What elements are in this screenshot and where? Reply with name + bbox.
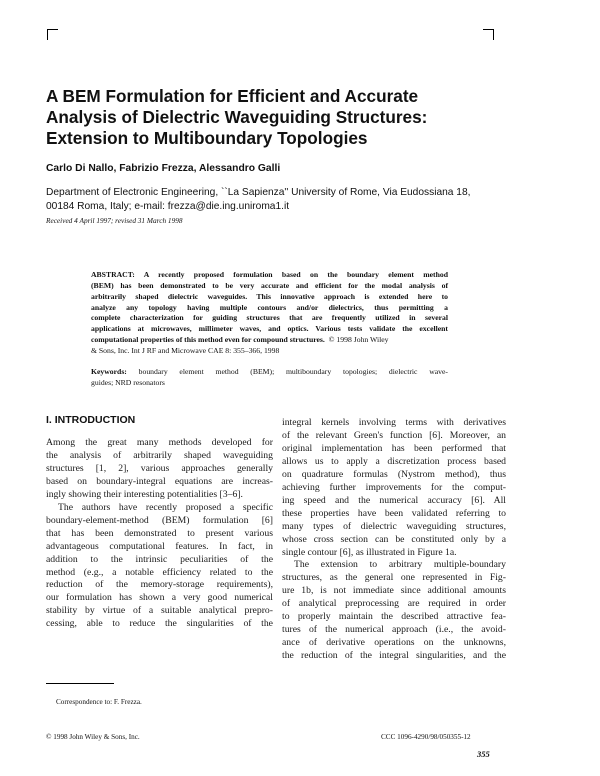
body-line: the analysis of arbitrarily shaped waveguiding	[46, 449, 273, 461]
paper-title	[46, 86, 466, 149]
keywords-line: guides; NRD resonators	[91, 378, 165, 387]
abstract	[91, 270, 448, 357]
section-heading: I. INTRODUCTION	[46, 414, 136, 426]
keywords-label: Keywords:	[91, 367, 127, 376]
keywords-text: boundary element method (BEM); multiboundary topologies; dielectric wave-	[138, 367, 448, 376]
body-line: Among the great many methods developed for	[46, 437, 273, 448]
body-line: integral kernels involving terms with derivatives	[282, 417, 506, 428]
body-line: The extension to arbitrary multiple-boundary	[294, 559, 506, 571]
body-line: original implementation has been performed that	[282, 442, 506, 454]
abstract-line: applications at microwaves, millimeter waves, and optics. Various tests validate the excellent	[91, 324, 448, 334]
abstract-line: ABSTRACT: A recently proposed formulation based on the boundary element method	[91, 270, 448, 279]
footer-ccc-code: CCC 1096-4290/98/050355-12	[381, 733, 471, 741]
body-line: boundary-element-method (BEM) formulation [6]	[46, 514, 273, 526]
right-column	[282, 417, 506, 663]
body-line: The authors have recently proposed a specific	[58, 501, 273, 513]
body-line: structures, as the general one represented in Fig-	[282, 572, 506, 584]
body-line: stability by virtue of a suitable analytical prepro-	[46, 605, 273, 617]
title-line: Extension to Multiboundary Topologies	[46, 128, 368, 148]
left-column	[46, 437, 273, 631]
body-line: these properties have been validated referring to	[282, 507, 506, 519]
body-line: addition to the intrinsic peculiarities of the	[46, 553, 273, 565]
keywords	[91, 366, 448, 388]
authors: Carlo Di Nallo, Fabrizio Frezza, Alessandro Galli	[46, 163, 281, 174]
title-line: A BEM Formulation for Efficient and Accurate	[46, 86, 419, 106]
body-line: allows us to apply a discretization process based	[282, 455, 506, 467]
abstract-line: (BEM) has been demonstrated to be very accurate and efficient for the modal analysis of	[91, 280, 448, 290]
keywords-line	[91, 366, 448, 377]
title-line: Analysis of Dielectric Waveguiding Structures:	[46, 107, 428, 127]
crop-mark-left	[47, 29, 58, 40]
body-line: that has been demonstrated to present various	[46, 527, 273, 539]
body-line: ing speed and the numerical accuracy [6]. All	[282, 494, 506, 506]
affiliation-line: Department of Electronic Engineering, ``La Sapienza'' University of Rome, Via Eudossiana 18,	[46, 187, 471, 198]
affiliation	[46, 186, 506, 214]
body-line: ance of derivative operations on the unknowns,	[282, 637, 506, 649]
abstract-line: analyze any topology having multiple contours and/or dielectrics, thus permitting a	[91, 302, 448, 312]
body-line: to properly maintain the described attractive fea-	[282, 611, 506, 623]
abstract-line-text: computational properties of this method even for compound structures.	[91, 335, 325, 345]
footnote: Correspondence to: F. Frezza.	[56, 698, 142, 706]
body-line: achieving further improvements for the comput-	[282, 481, 506, 493]
footer-copyright: © 1998 John Wiley & Sons, Inc.	[46, 733, 140, 741]
page-number: 355	[477, 749, 490, 759]
body-line: ingly showing their interesting potentialities [3–6].	[46, 488, 243, 500]
abstract-line	[91, 335, 448, 346]
body-line: cessing, able to reduce the singularities of the	[46, 618, 273, 630]
abstract-copyright: © 1998 John Wiley	[328, 335, 389, 345]
affiliation-line: 00184 Roma, Italy; e-mail: frezza@die.ing.uniroma1.it	[46, 201, 290, 212]
body-line: of the relevant Green's function [6]. Moreover, an	[282, 429, 506, 441]
body-line: ure 1b, is not immediate since additional amounts	[282, 585, 506, 597]
received-dates: Received 4 April 1997; revised 31 March 1998	[46, 216, 183, 225]
body-line: method (e.g., a notable efficiency related to the	[46, 566, 273, 578]
body-line: based on boundary-integral equations are increas-	[46, 475, 273, 487]
body-line: our formulation has shown a very good numerical	[46, 592, 273, 604]
body-line: tures of the numerical approach (i.e., the avoid-	[282, 624, 506, 636]
body-line: single contour [6], as illustrated in Figure 1a.	[282, 546, 457, 558]
footnote-rule	[46, 683, 114, 684]
body-line: the reduction of the integral singularities, and the	[282, 650, 506, 662]
abstract-line: arbitrarily shaped dielectric waveguides. This innovative approach is extended here to	[91, 291, 448, 301]
body-line: reduction of the memory-storage requirements),	[46, 579, 273, 591]
body-line: of analytical preprocessing are required in order	[282, 598, 506, 610]
body-line: advantageous computational features. In fact, in	[46, 540, 273, 552]
abstract-citation: & Sons, Inc. Int J RF and Microwave CAE 8: 355–366, 1998	[91, 345, 280, 355]
crop-mark-right	[483, 29, 494, 40]
body-line: on quadrature formulas (Nystrom method), thus	[282, 468, 506, 480]
body-line: whose cross section can be constituted only by a	[282, 533, 506, 545]
body-line: structures [1, 2], various approaches generally	[46, 462, 273, 474]
body-line: many types of dielectric waveguiding structures,	[282, 520, 506, 532]
abstract-line: complete characterization for guiding structures that are frequently utilized in several	[91, 313, 448, 323]
